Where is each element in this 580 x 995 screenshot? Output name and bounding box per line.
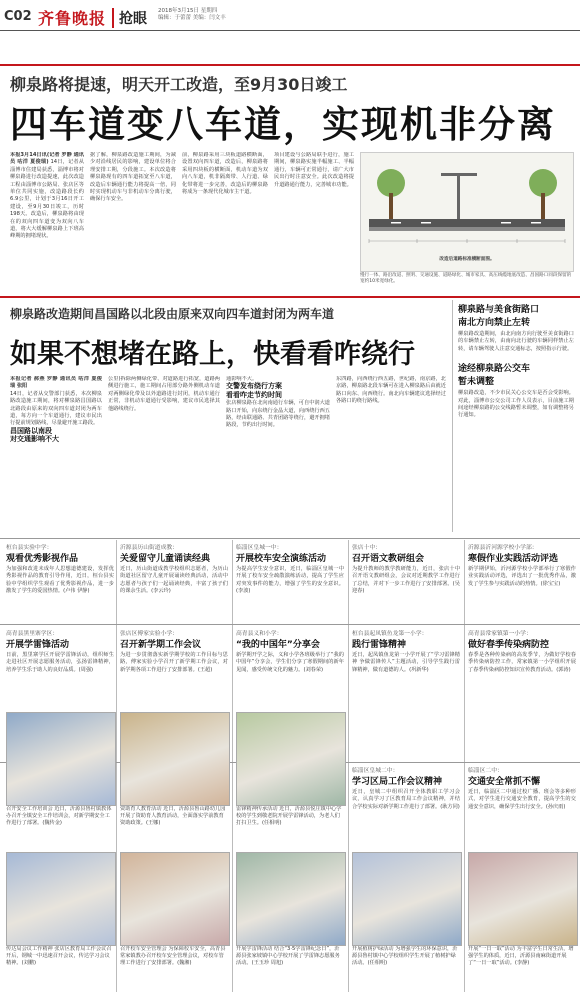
- brief-text: 近日，皇城二中组织召开全体教职工学习会议，认真学习了区教育局工作会议精神，并结合学校实际对新学期工作进行了部署。(耿方同): [352, 789, 460, 810]
- brief-label: 临淄区皇城一中：: [236, 545, 283, 551]
- brief-label: 沂源县沂河源学校小学部：: [468, 545, 538, 551]
- news-photo: [120, 852, 230, 946]
- diagram-note: 慢行一体、路沿改道、照明、交通设施、道路绿化、城市家具、高压线缆地底改造、昌国路口同段保留的宽约10米宽绿化。: [360, 273, 572, 285]
- brief-label: 桓台县实验中学：: [6, 545, 53, 551]
- brief-text: 新学期开学之际，义和小学各班级举行了“我的中国年”分享会，学生们分享了寒假期间的新年见闻，感受传统文化的魅力。(刘春荣): [236, 652, 344, 673]
- brief-item: [236, 542, 344, 624]
- brief-title: 关爱留守儿童诵读经典: [120, 554, 211, 564]
- brief-item: [352, 542, 460, 624]
- story2-column-1: [10, 376, 102, 530]
- brief-item: [6, 542, 114, 624]
- story2-text-3: 通影响不大。: [226, 376, 258, 382]
- story2-subhead-4: 看看咋走节约时间: [226, 390, 282, 399]
- brief-title: 开展学雷锋活动: [6, 640, 70, 650]
- brief-item: [236, 628, 344, 710]
- brief-text: 新学期伊始，沂河源学校小学部举行了寒假作业实践活动评选，评选出了一批优秀作品，激发了学生参与实践活动的热情。(徐宝宝): [468, 566, 576, 587]
- news-photo: [120, 712, 230, 806]
- lead-headline: 四车道变八车道，实现机非分离: [10, 103, 556, 146]
- brief-title: “我的中国年”分享会: [236, 640, 320, 650]
- brief-item: [6, 628, 114, 710]
- brief-item: [120, 628, 228, 710]
- brief-title: 交通安全常抓不懈: [468, 777, 541, 787]
- story2-sidebar: [458, 302, 574, 530]
- divider: [0, 624, 580, 625]
- brief-text: 为提高学生安全意识，近日，临淄区皇城一中开展了校车安全疏散演练活动，提高了学生应对突发事件的能力，增强了学生的安全意识。(李波): [236, 566, 344, 595]
- news-photo: [236, 852, 346, 946]
- story2-column-3: [226, 376, 330, 530]
- brief-text: 近日，临淄区二中通过校广播、班会等多种形式，对学生进行交通安全教育，提高学生的交通安全意识，确保学生出行安全。(孙庆雨): [468, 789, 576, 810]
- brief-label: 张店区傅家实验小学：: [120, 631, 178, 637]
- photo-caption: 开展植树护绿活动 为增强学生的环保意识，沂源县鲁村镇中心学校组织学生开展了植树护绿活动。(任相明): [352, 946, 458, 966]
- diagram-caption: 改造后道路标准横断面图。: [439, 257, 495, 262]
- brief-label: 桓台县起凤镇鱼龙第一小学：: [352, 631, 428, 637]
- photo-caption: 资助育人教育活动 近日，沂源县鲁山路幼儿园开展了资助育人教育活动，全面落实学前教育资助政策。(王娜): [120, 806, 226, 826]
- divider: [0, 296, 580, 298]
- brief-title: 做好春季传染病防控: [468, 640, 550, 650]
- brief-text: 近日，起凤镇鱼龙第一小学开展了“学习雷锋精神 争做雷锋传人”主题活动，引导学生践行雷锋精神，做有道德的人。(巩新华): [352, 652, 460, 673]
- story2-kicker: 柳泉路改造期间昌国路以北段由原来双向四车道封闭为两车道: [10, 307, 335, 321]
- brief-title: 寒假作业实践活动评选: [468, 554, 559, 564]
- issue-editors: 编辑：于蕾蕾 美编：闫文丰: [158, 15, 226, 21]
- sidebar-heading-1: 柳泉路与美食街路口: [458, 305, 540, 315]
- brief-item: [468, 765, 576, 849]
- brief-label: 高青县黑里寨学区：: [6, 631, 59, 637]
- story2-column-4: 东四路，向西绕行西五路，世纪路，南京路，北京路，柳泉路北段车辆可在进入柳泉路后由就近路口向东、向西绕行。南北向车辆建议选择经过各路口的绕行路线。: [336, 376, 446, 405]
- news-photo: [6, 712, 116, 806]
- lead-text-1: 14日，记者从淄博市住建局获悉，淄博市将对柳泉路进行改造提速，此次改造工程由淄博市公路局、张店区等单位共同实施，改造路段长约6.9公里，计划于3月16日开工建设，至9月30日竣工，历时198天。改造后，柳泉路将由现在的双向四车道变为双向八车道，将大大缓解柳泉路上下班高峰期的拥堵现状。: [10, 159, 84, 240]
- brief-item: [468, 542, 576, 624]
- cross-section-svg: [361, 153, 573, 271]
- story2-text-1: 14日，记者从交警部门获悉，本次柳泉路改造施工期间，将对柳泉路昌国路以北路段由原来的双向四车道封闭为两车道，每方向一个车道通行，建议市民出行提前规划路线，尽量避开施工路段。: [10, 390, 102, 427]
- road-cross-section-diagram: [360, 152, 574, 272]
- brief-label: 张店十中：: [352, 545, 381, 551]
- issue-meta: [158, 8, 226, 22]
- story2-headline: 如果不想堵在路上，快看看咋绕行: [10, 339, 415, 370]
- story2-subhead-3: 交警发布绕行方案: [226, 382, 282, 391]
- lead-kicker: 柳泉路将提速，明天开工改造，至9月30日竣工: [10, 75, 348, 94]
- brief-title: 开展校车安全演练活动: [236, 554, 327, 564]
- lead-byline: 本报3月14日讯(记者 罗静 通讯员 咕洋 夏俊瑞): [10, 152, 84, 166]
- page-header: [0, 0, 580, 31]
- brief-label: 高青县常家镇第一小学：: [468, 631, 532, 637]
- divider: [0, 64, 580, 66]
- news-photo: [352, 852, 462, 946]
- story2-column-2: 公里)拆除两侧绿化带、对道路进行拓宽，道路两侧进行施工，施工期间占用部分路外侧机动车道对两侧绿化带及以外道路进行封闭，机动车通行正常，非机动车道通行受影响，建议市民选择其他路线绕行。: [108, 376, 220, 412]
- lead-column-4: 项目建设与公路局联手进行，施工期间，柳泉路实施半幅施工、半幅通行，车辆可正常通行，请广大市民出行时注意安全。此次改造将提升道路通行能力，完善城市功能。: [274, 152, 354, 188]
- photo-caption: 召开校车安全管理会 为保障校车安全，高青县常家镇教办召开校车安全管理会议，对校车管理工作进行了安排部署。(魏湘): [120, 946, 226, 966]
- sidebar-heading-4: 暂未调整: [458, 377, 495, 388]
- section-name: 抢眼: [112, 8, 147, 28]
- brief-text: 日前，黑里寨学区开展学雷锋活动，组织师生走进社区开展志愿服务活动，弘扬雷锋精神，培养学生乐于助人的良好品质。(周强): [6, 652, 114, 673]
- divider: [116, 540, 117, 992]
- newspaper-logo: 齐鲁晚报: [38, 9, 107, 28]
- brief-text: 近日，历山街道成教学校组织志愿者，为历山街道社区留守儿童开展诵读经典活动，活动中志愿者与孩子们一起诵读经典，丰富了孩子们的课余生活。(李云玲): [120, 566, 228, 595]
- photo-caption: 传达局会议工作精神 张店区教育局工作会议召开后，钢城一中迅速召开会议，传达学习会议精神。(刘鹏): [6, 946, 112, 966]
- news-photo: [6, 852, 116, 946]
- brief-item: [468, 628, 576, 710]
- story2-subhead-1: 昌国路以南段: [10, 426, 52, 435]
- brief-title: 召开语文教研组会: [352, 554, 425, 564]
- brief-text: 为加强和改进未成年人思想道德建设，发挥优秀影视作品的教育引导作用，近日，桓台县实验中学组织学生观看了优秀影视作品，进一步激发了学生的爱国热情。(卢伟 伊静): [6, 566, 114, 595]
- brief-label: 高青县义和小学：: [236, 631, 283, 637]
- brief-text: 为提升教师的教学教研能力，近日，张店十中召开语文教研组会，会议对近期教学工作进行了总结，并对下一步工作进行了安排部署。(吴迎春): [352, 566, 460, 595]
- brief-title: 召开新学期工作会议: [120, 640, 202, 650]
- sidebar-heading-3: 途经柳泉路公交车: [458, 364, 531, 375]
- brief-text: 为进一步贯彻落实新学期学校的工作目标与思路，傅家实验小学召开了新学期工作会议，对新学期各项工作进行了安排部署。(王超): [120, 652, 228, 673]
- divider: [452, 300, 453, 532]
- story2-text-4: 张店柳泉路在北向南通行车辆，可自中润大道路口开始，向东绕行金晶大道，向西绕行西五路，经由联通路、共青团路等绕行，避开拥堵路段，节约出行时间。: [226, 400, 330, 429]
- photo-caption: 雷锋精神传承活动 近日，沂源县悦庄镇中心学校的学生到敬老院开展学雷锋活动，为老人们打扫卫生。(任相明): [236, 806, 342, 826]
- brief-label: 临淄区二中：: [468, 768, 503, 774]
- photo-caption: 开展学雷锋活动 结合“3·5学雷锋纪念日”，沂源县张家坡镇中心学校开展了学雷锋志愿服务活动。(王玉珍 周旭): [236, 946, 340, 966]
- photo-caption: 开展“一日一取”活动 为丰富学生日常生活，增强学生的体质，近日，沂源县南麻街道开展了“一日一取”活动。(李静): [468, 946, 574, 966]
- brief-label: 临淄区皇城二中：: [352, 768, 399, 774]
- divider: [232, 540, 233, 992]
- sidebar-text-1: 柳泉路改造期间，由北向南方向行驶至美食街路口的车辆禁止左转，由南向北行驶的车辆同样禁止左转，请车辆驾驶人注意交通标志，按照指示行驶。: [458, 331, 574, 352]
- page-number: C02: [4, 9, 32, 24]
- story2-subhead-2: 对交通影响不大: [10, 435, 59, 444]
- brief-item: [352, 765, 460, 849]
- brief-text: 春季是各种传染病的高发季节，为做好学校春季传染病防控工作，常家镇第一小学组织开展了春季传染病防控知识宣传教育活动。(郭涛): [468, 652, 576, 673]
- news-photo: [468, 852, 578, 946]
- story2-byline: 本报记者 郝燕 罗静 通讯员 咕洋 夏俊瑞 张阳: [10, 376, 102, 390]
- lead-column-2: 据了解，柳泉路改造施工期间，为减少对沿线居民的影响，建设单位将合理安排工期，分段施工。本次改造将柳泉路现有的四车道拓宽至八车道，改造后车辆通行能力将提高一倍，同时实现机动车与非机动车分离行驶，确保行车安全。: [90, 152, 176, 203]
- brief-title: 践行雷锋精神: [352, 640, 407, 650]
- photo-caption: 召开安全工作培训会 近日，沂源县鲁村镇教体办召开全镇安全工作培训会，对新学期安全工作进行了部署。(魏传金): [6, 806, 112, 826]
- sidebar-text-2: 柳泉路改造，不少市民关心公交车是否会受影响。对此，淄博市公交公司工作人员表示，目前施工期间途经柳泉路的公交线路暂未调整，如有调整将另行通知。: [458, 390, 574, 419]
- brief-label: 沂源县历山街道成教：: [120, 545, 178, 551]
- lead-column-1: [10, 152, 84, 292]
- issue-date: 2018年3月15日 星期四: [158, 8, 218, 14]
- divider: [0, 538, 580, 539]
- lead-column-3: 前，柳泉路采用三块板道路横断面，设置双向四车道，改造后，柳泉路将采用四块板的横断面，机动车道为双向八车道，机非隔离带、人行道、绿化带将进一步完善，改造后的柳泉路将成为一条现代化城市主干道。: [182, 152, 268, 196]
- brief-item: [352, 628, 460, 710]
- news-photo: [236, 712, 346, 806]
- divider: [348, 540, 349, 992]
- brief-title: 学习区局工作会议精神: [352, 777, 443, 787]
- brief-item: [120, 542, 228, 624]
- divider: [464, 540, 465, 992]
- sidebar-heading-2: 南北方向禁止左转: [458, 318, 531, 328]
- brief-title: 观看优秀影视作品: [6, 554, 79, 564]
